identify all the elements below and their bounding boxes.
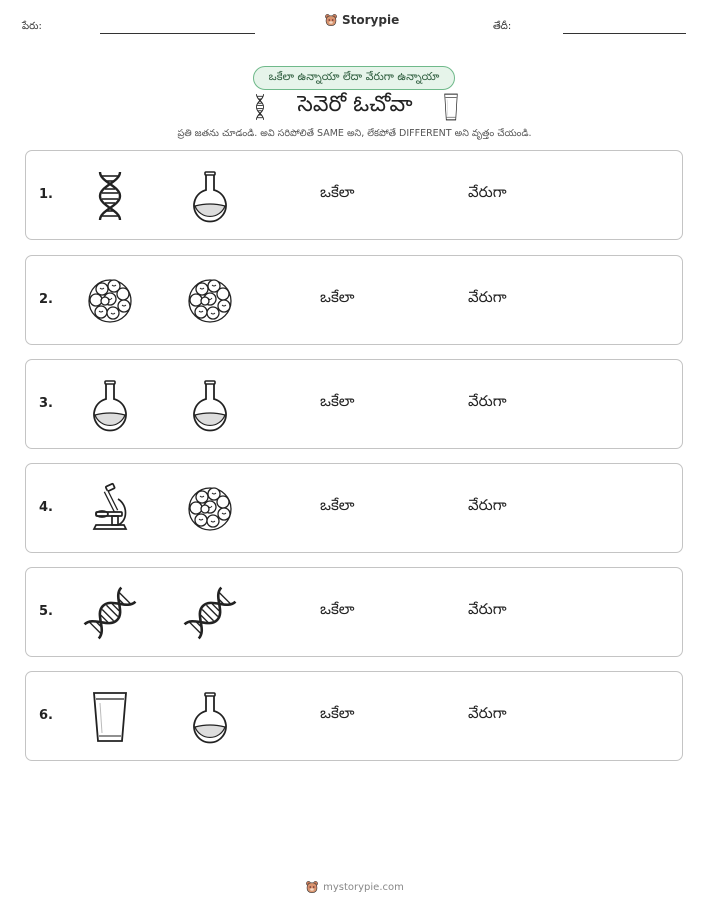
brand-name: Storypie (342, 13, 400, 27)
same-option[interactable]: ఒకేలా (320, 496, 355, 514)
same-option[interactable]: ఒకేలా (320, 183, 355, 201)
cell-icon (82, 273, 138, 329)
title-row (250, 92, 462, 122)
microscope-icon (82, 481, 138, 537)
name-label: పేరు: (22, 21, 42, 32)
question-card (25, 463, 683, 553)
question-number: 4. (39, 500, 53, 515)
question-number: 1. (39, 187, 53, 202)
dna-icon (82, 168, 138, 224)
different-option[interactable]: వేరుగా (468, 183, 507, 201)
same-option[interactable]: ఒకేలా (320, 288, 355, 306)
different-option[interactable]: వేరుగా (468, 288, 507, 306)
name-line[interactable] (100, 33, 255, 34)
question-number: 2. (39, 292, 53, 307)
different-option[interactable]: వేరుగా (468, 392, 507, 410)
dna-icon (250, 92, 270, 122)
question-card (25, 150, 683, 240)
flask-icon (82, 377, 138, 433)
instructions: ప్రతి జతను చూడండి. అవి సరిపోలితే SAME అని, లేకపోతే DIFFERENT అని వృత్తం చేయండి. (177, 128, 532, 139)
brand (324, 13, 399, 27)
storypie-bear-icon (324, 13, 338, 27)
page-title: సెవెరో ఓచోవా (297, 92, 413, 117)
storypie-bear-icon (305, 880, 319, 894)
different-option[interactable]: వేరుగా (468, 704, 507, 722)
beaker-glass-icon (82, 689, 138, 745)
question-card (25, 359, 683, 449)
flask-icon (182, 377, 238, 433)
subtitle-pill: ఒకేలా ఉన్నాయా లేదా వేరుగా ఉన్నాయా (253, 66, 455, 90)
cell-icon (182, 273, 238, 329)
dna-diagonal-icon (182, 585, 238, 641)
question-card (25, 671, 683, 761)
question-number: 5. (39, 604, 53, 619)
question-number: 3. (39, 396, 53, 411)
date-line[interactable] (563, 33, 686, 34)
different-option[interactable]: వేరుగా (468, 600, 507, 618)
date-label: తేదీ: (493, 21, 512, 32)
same-option[interactable]: ఒకేలా (320, 600, 355, 618)
footer (0, 880, 709, 894)
beaker-glass-icon (440, 92, 462, 122)
question-card (25, 567, 683, 657)
question-card (25, 255, 683, 345)
dna-diagonal-icon (82, 585, 138, 641)
cell-icon (182, 481, 238, 537)
footer-url[interactable]: mystorypie.com (323, 881, 404, 893)
flask-icon (182, 689, 238, 745)
same-option[interactable]: ఒకేలా (320, 392, 355, 410)
different-option[interactable]: వేరుగా (468, 496, 507, 514)
flask-icon (182, 168, 238, 224)
same-option[interactable]: ఒకేలా (320, 704, 355, 722)
question-number: 6. (39, 708, 53, 723)
